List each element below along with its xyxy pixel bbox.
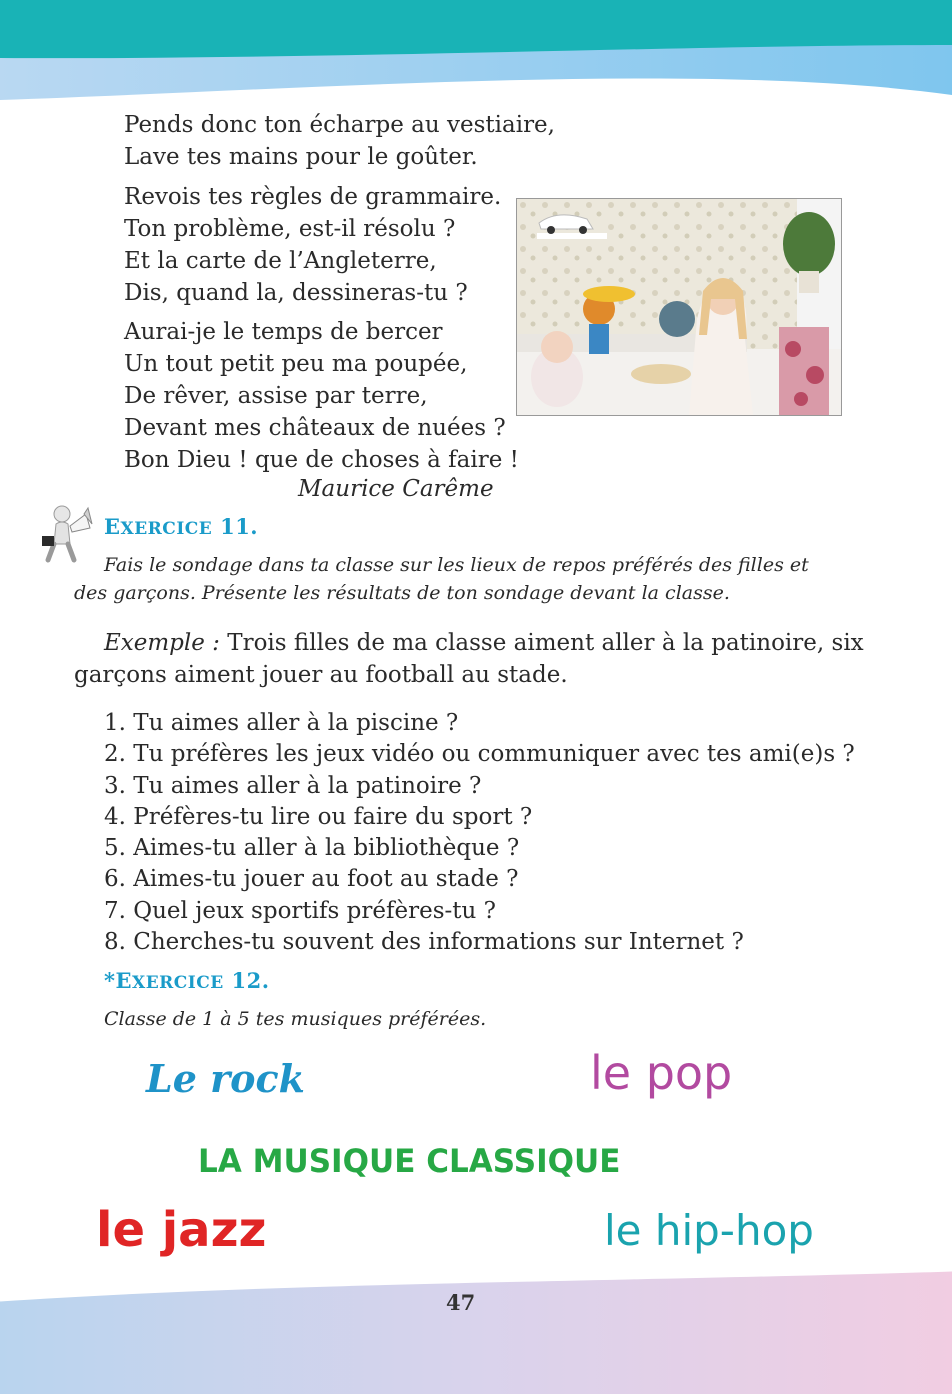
list-item: 1. Tu aimes aller à la piscine ? [104, 710, 459, 736]
poem-stanza-1 [124, 109, 555, 173]
exercise-11-instruction-line-1: Fais le sondage dans ta classe sur les lieux de repos préférés des filles et [104, 554, 809, 576]
poem-line: Devant mes châteaux de nuées ? [124, 415, 506, 441]
poem-line: Et la carte de l’Angleterre, [124, 248, 437, 274]
poem-line: Bon Dieu ! que de choses à faire ! [124, 447, 519, 473]
exercise-12-instruction: Classe de 1 à 5 tes musiques préférées. [104, 1008, 487, 1030]
poem-line: Ton problème, est-il résolu ? [124, 216, 456, 242]
megaphone-person-icon [34, 502, 96, 564]
example-label: Exemple : [104, 630, 220, 656]
genre-classical: LA MUSIQUE CLASSIQUE [198, 1142, 621, 1180]
list-item: 7. Quel jeux sportifs préfères-tu ? [104, 897, 496, 924]
girl-with-globe-photo [516, 198, 842, 416]
page-number: 47 [446, 1290, 476, 1315]
exercise-11-title [104, 514, 258, 539]
list-item: 2. Tu préfères les jeux vidéo ou communiquer avec tes ami(e)s ? [104, 741, 855, 768]
example-line-2: garçons aiment jouer au football au stade. [74, 662, 568, 688]
list-item: 8. Cherches-tu souvent des informations sur Internet ? [104, 929, 744, 956]
exercise-number: 12. [223, 968, 270, 993]
poem-line: De rêver, assise par terre, [124, 383, 428, 409]
poem-line: Lave tes mains pour le goûter. [124, 144, 478, 170]
poem-stanza-3 [124, 316, 519, 476]
footer-decoration [0, 1270, 952, 1394]
example-text: Trois filles de ma classe aiment aller à la patinoire, six [219, 630, 864, 656]
poem-author: Maurice Carême [298, 476, 494, 502]
poem-line: Revois tes règles de grammaire. [124, 184, 502, 210]
list-item: 5. Aimes-tu aller à la bibliothèque ? [104, 835, 520, 862]
example-line-1 [104, 627, 864, 659]
genre-hip-hop: le hip-hop [604, 1206, 814, 1255]
poem-stanza-2 [124, 181, 501, 309]
exercise-number: 11. [212, 514, 259, 539]
poem-line: Aurai-je le temps de bercer [124, 319, 443, 345]
question-list [104, 708, 855, 958]
poem-line: Pends donc ton écharpe au vestiaire, [124, 112, 555, 138]
list-item: 4. Préfères-tu lire ou faire du sport ? [104, 803, 533, 830]
genre-pop: le pop [590, 1046, 733, 1100]
exercise-title-rest: XERCICE [120, 519, 213, 539]
exercise-12-title [104, 968, 270, 993]
list-item: 3. Tu aimes aller à la patinoire ? [104, 772, 482, 799]
genre-rock: Le rock [146, 1056, 305, 1101]
exercise-title-initial: *E [104, 968, 132, 993]
exercise-11-instruction-line-2: des garçons. Présente les résultats de ton sondage devant la classe. [74, 582, 730, 604]
exercise-title-rest: XERCICE [132, 973, 224, 993]
poem-line: Dis, quand la, dessineras-tu ? [124, 280, 468, 306]
exercise-title-initial: E [104, 514, 121, 539]
list-item: 6. Aimes-tu jouer au foot au stade ? [104, 866, 519, 893]
poem-line: Un tout petit peu ma poupée, [124, 351, 468, 377]
genre-jazz: le jazz [96, 1202, 267, 1258]
